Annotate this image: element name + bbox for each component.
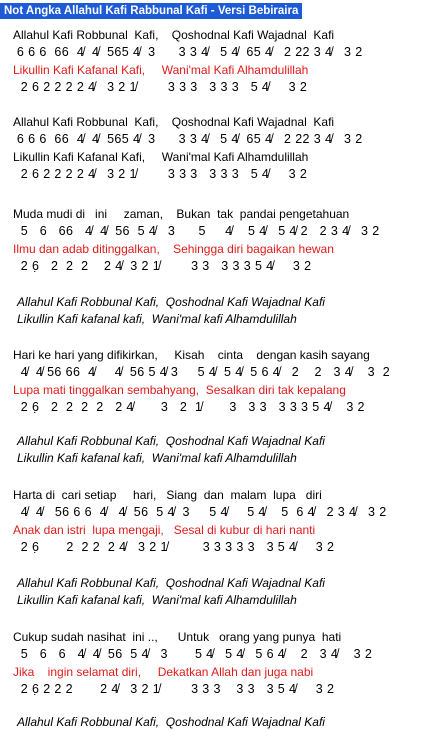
- lyric-line: Likullin Kafi kafanal kafi, Wani'mal kafi Alhamdulillah: [17, 593, 297, 607]
- lyric-line: Likullin Kafi Kafanal Kafi, Wani'mal Kafi Alhamdulillah: [13, 63, 309, 77]
- notation-line: 5 6 66 4̸ 4̸ 56 5 4̸ 3 5 4̸ 5 4̸ 5 4̸ 2 2 3 4̸ 3 2: [13, 224, 380, 238]
- lyric-line: Hari ke hari yang difikirkan, Kisah cinta dengan kasih sayang: [13, 348, 370, 362]
- lyric-line: Muda mudi di ini zaman, Bukan tak pandai pengetahuan: [13, 207, 350, 221]
- notation-line: 5 6 6 4̸ 4̸ 56 5 4̸ 3 5 4̸ 5 4̸ 5 6 4̸ 2 3 4̸ 3 2: [13, 647, 373, 661]
- notation-line: 6 6 6 66 4̸ 4̸ 565 4̸ 3 3 3 4̸ 5 4̸ 65 4̸ 2 22 3 4̸ 3 2: [13, 45, 363, 59]
- notation-line: 2 6 2 2 2 2 4̸ 3 2 1̸ 3 3 3 3 3 3 5 4̸ 3 2: [13, 167, 308, 181]
- lyric-line: Allahul Kafi Robbunal Kafi, Qoshodnal Kafi Wajadnal Kafi: [13, 28, 335, 42]
- notation-line: 4̸ 4̸ 56 66 4̸ 4̸ 56 5 4̸ 3 5 4̸ 5 4̸ 5 6 4̸ 2 2 3 4̸ 3 2: [13, 365, 391, 379]
- lyric-line: Harta di cari setiap hari, Siang dan malam lupa diri: [13, 488, 322, 502]
- notation-line: 2 6̣ 2 2 2 2 4̸ 3 2 1̸ 3 3 3 3 3 3 5 4̸ 3 2: [13, 682, 335, 696]
- lyric-line: Likullin Kafi kafanal kafi, Wani'mal kafi Alhamdulillah: [17, 312, 297, 326]
- lyric-line: Lupa mati tinggalkan sembahyang, Sesalkan diri tak kepalang: [13, 383, 346, 397]
- lyric-line: Allahul Kafi Robbunal Kafi, Qoshodnal Kafi Wajadnal Kafi: [17, 715, 325, 729]
- lyric-line: Jika ingin selamat diri, Dekatkan Allah dan juga nabi: [13, 665, 314, 679]
- lyric-line: Likullin Kafi Kafanal Kafi, Wani'mal Kafi Alhamdulillah: [13, 150, 309, 164]
- notation-line: 2 6 2 2 2 2 4̸ 3 2 1̸ 3 3 3 3 3 3 5 4̸ 3 2: [13, 80, 308, 94]
- notation-line: 6 6 6 66 4̸ 4̸ 565 4̸ 3 3 3 4̸ 5 4̸ 65 4̸ 2 22 3 4̸ 3 2: [13, 132, 363, 146]
- lyric-line: Allahul Kafi Robbunal Kafi, Qoshodnal Kafi Wajadnal Kafi: [17, 434, 325, 448]
- notation-line: 2 6̣ 2 2 2 2 4̸ 3 2 1̸ 3 3 3 3 3 3 5 4̸ 3 2: [13, 540, 335, 554]
- notation-line: 2 6̣ 2 2 2 2 2 4̸ 3 2 1̸ 3 3 3 3 3 3 5 4̸ 3 2: [13, 400, 365, 414]
- lyric-line: Allahul Kafi Robbunal Kafi, Qoshodnal Kafi Wajadnal Kafi: [17, 576, 325, 590]
- notation-line: 2 6̣ 2 2 2 2 4̸ 3 2 1̸ 3 3 3 3 3 5 4̸ 3 2: [13, 259, 312, 273]
- lyric-line: Ilmu dan adab ditinggalkan, Sehingga diri bagaikan hewan: [13, 242, 334, 256]
- lyric-line: Likullin Kafi kafanal kafi, Wani'mal kafi Alhamdulillah: [17, 451, 297, 465]
- lyric-line: Allahul Kafi Robbunal Kafi, Qoshodnal Kafi Wajadnal Kafi: [17, 295, 325, 309]
- lyric-line: Allahul Kafi Robbunal Kafi, Qoshodnal Kafi Wajadnal Kafi: [13, 115, 335, 129]
- lyric-line: Cukup sudah nasihat ini .., Untuk orang yang punya hati: [13, 630, 342, 644]
- notation-line: 4̸ 4̸ 56 6 6 4̸ 4̸ 56 5 4̸ 3 5 4̸ 5 4̸ 5 6 4̸ 2 3 4̸ 3 2: [13, 505, 387, 519]
- lyric-line: Anak dan istri lupa mengaji, Sesal di kubur di hari nanti: [13, 523, 316, 537]
- document-title: Not Angka Allahul Kafi Rabbunal Kafi - Versi Bebiraira: [0, 3, 302, 19]
